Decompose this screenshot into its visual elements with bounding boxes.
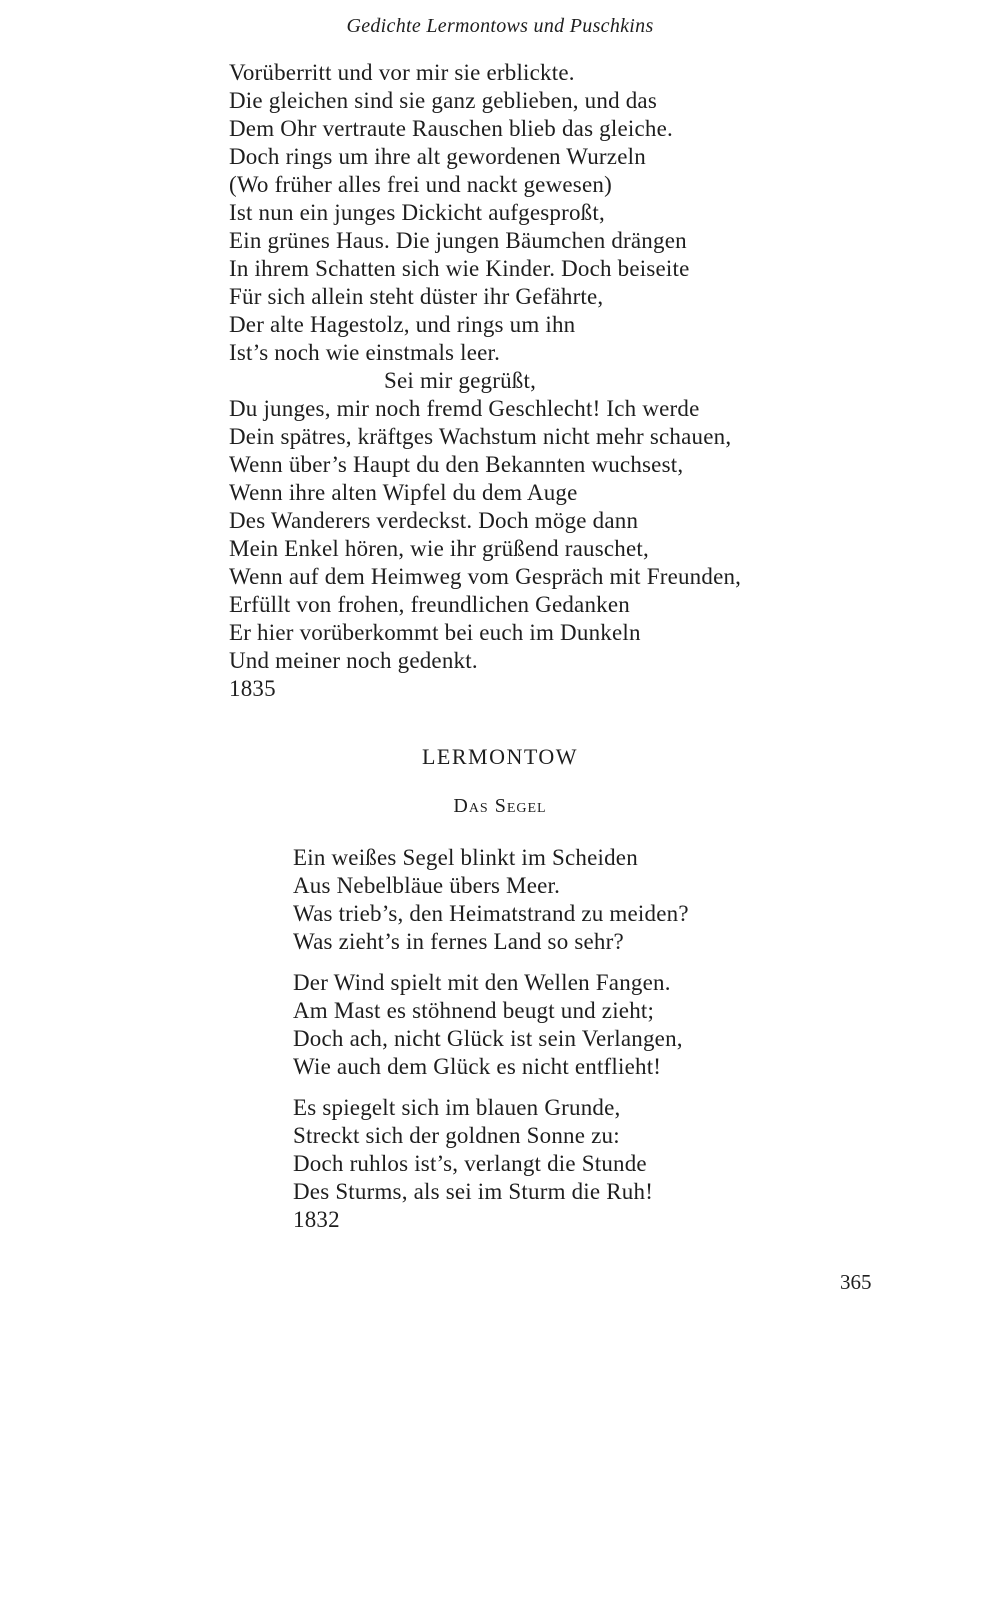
verse-line: Am Mast es stöhnend beugt und zieht; xyxy=(293,998,655,1023)
verse-line: Ist’s noch wie einstmals leer. xyxy=(229,340,501,365)
verse-line: Aus Nebelbläue übers Meer. xyxy=(293,873,561,898)
poem-title: Das Segel xyxy=(453,795,547,817)
author-heading: LERMONTOW xyxy=(421,744,579,769)
verse-line: Was zieht’s in fernes Land so sehr? xyxy=(293,929,624,954)
verse-line: Er hier vorüberkommt bei euch im Dunkeln xyxy=(229,620,641,645)
verse-line: Doch ach, nicht Glück ist sein Verlangen, xyxy=(293,1026,683,1051)
stanza xyxy=(293,1094,689,1234)
verse-line: Vorüberritt und vor mir sie erblickte. xyxy=(229,60,575,85)
verse-line: Was trieb’s, den Heimatstrand zu meiden? xyxy=(293,901,689,926)
verse-line-indented: Sei mir gegrüßt, xyxy=(384,368,537,393)
verse-line: Erfüllt von frohen, freundlichen Gedanken xyxy=(229,592,630,617)
verse-line: Der alte Hagestolz, und rings um ihn xyxy=(229,312,576,337)
verse-line: Mein Enkel hören, wie ihr grüßend rauschet, xyxy=(229,536,649,561)
verse-line: Dem Ohr vertraute Rauschen blieb das gleiche. xyxy=(229,116,673,141)
verse-line: Doch ruhlos ist’s, verlangt die Stunde xyxy=(293,1151,647,1176)
verse-line: Dein spätres, kräftges Wachstum nicht mehr schauen, xyxy=(229,424,732,449)
verse-line: Du junges, mir noch fremd Geschlecht! Ich werde xyxy=(229,396,700,421)
stanza xyxy=(293,844,689,956)
verse-line: Ein grünes Haus. Die jungen Bäumchen drängen xyxy=(229,228,687,253)
stanza xyxy=(293,969,689,1081)
verse-line: (Wo früher alles frei und nackt gewesen) xyxy=(229,172,612,197)
verse-line: Wenn ihre alten Wipfel du dem Auge xyxy=(229,480,578,505)
verse-line: Wie auch dem Glück es nicht entflieht! xyxy=(293,1054,662,1079)
poem-continuation xyxy=(229,59,741,703)
poem-year: 1832 xyxy=(293,1207,340,1232)
verse-line: Und meiner noch gedenkt. xyxy=(229,648,478,673)
verse-line: Ein weißes Segel blinkt im Scheiden xyxy=(293,845,638,870)
poem-year: 1835 xyxy=(229,676,276,701)
verse-line: Ist nun ein junges Dickicht aufgesproßt, xyxy=(229,200,605,225)
verse-line: Doch rings um ihre alt gewordenen Wurzeln xyxy=(229,144,646,169)
verse-line: Der Wind spielt mit den Wellen Fangen. xyxy=(293,970,671,995)
poem-das-segel xyxy=(293,844,689,1234)
verse-line: In ihrem Schatten sich wie Kinder. Doch beiseite xyxy=(229,256,690,281)
verse-line: Für sich allein steht düster ihr Gefährte, xyxy=(229,284,604,309)
verse-line: Die gleichen sind sie ganz geblieben, und das xyxy=(229,88,657,113)
verse-line: Wenn auf dem Heimweg vom Gespräch mit Freunden, xyxy=(229,564,742,589)
page-number: 365 xyxy=(840,1270,872,1294)
verse-line: Des Sturms, als sei im Sturm die Ruh! xyxy=(293,1179,654,1204)
running-head: Gedichte Lermontows und Puschkins xyxy=(346,15,654,37)
verse-line: Wenn über’s Haupt du den Bekannten wuchsest, xyxy=(229,452,684,477)
verse-line: Streckt sich der goldnen Sonne zu: xyxy=(293,1123,620,1148)
verse-line: Es spiegelt sich im blauen Grunde, xyxy=(293,1095,621,1120)
verse-line: Des Wanderers verdeckst. Doch möge dann xyxy=(229,508,639,533)
